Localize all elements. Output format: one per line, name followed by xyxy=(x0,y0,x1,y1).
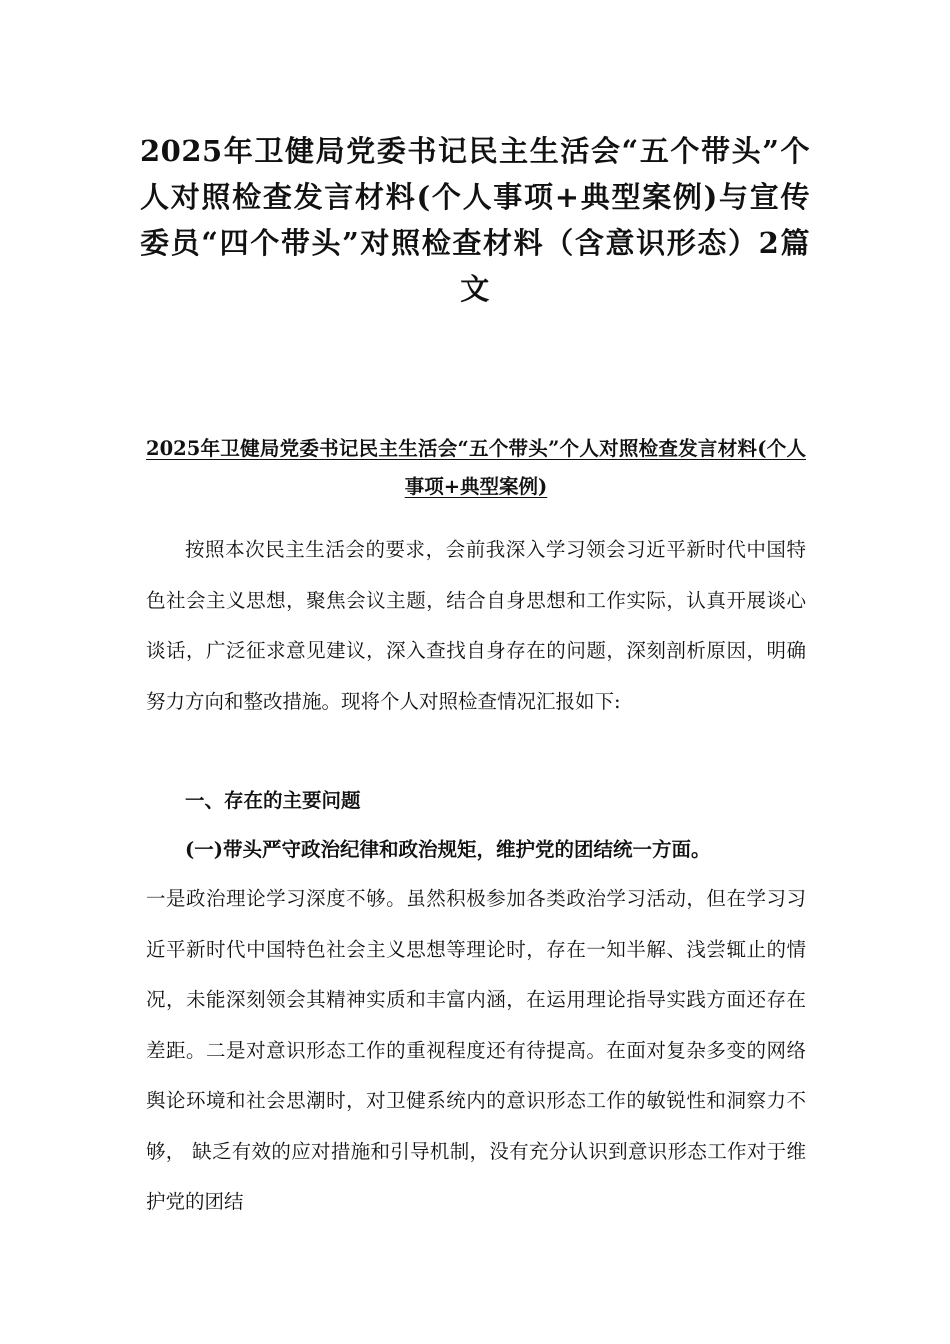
heading-main-problems: 一、存在的主要问题 xyxy=(185,789,361,812)
document-main-title: 2025年卫健局党委书记民主生活会“五个带头”个人对照检查发言材料(个人事项+典型案例)与宣传委员“四个带头”对照检查材料（含意识形态）2篇文 xyxy=(140,134,810,306)
subheading-political-discipline: (一)带头严守政治纪律和政治规矩，维护党的团结统一方面。 xyxy=(185,838,711,861)
intro-paragraph: 按照本次民主生活会的要求，会前我深入学习领会习近平新时代中国特色社会主义思想，聚焦会议主题，结合自身思想和工作实际，认真开展谈心谈话，广泛征求意见建议，深入查找自身存在的问题，深刻剖析原因，明确努力方向和整改措施。现将个人对照检查情况汇报如下: xyxy=(146,538,806,713)
problems-paragraph: 一是政治理论学习深度不够。虽然积极参加各类政治学习活动，但在学习习近平新时代中国特色社会主义思想等理论时，存在一知半解、浅尝辄止的情况，未能深刻领会其精神实质和丰富内涵，在运用理论指导实践方面还存在差距。二是对意识形态工作的重视程度还有待提高。在面对复杂多变的网络舆论环境和社会思潮时，对卫健系统内的意识形态工作的敏锐性和洞察力不够， 缺乏有效的应对措施和引导机制，没有充分认识到意识形态工作对于维护党的团结 xyxy=(146,887,806,1213)
section-title: 2025年卫健局党委书记民主生活会“五个带头”个人对照检查发言材料(个人事项+典型案例) xyxy=(146,437,806,498)
